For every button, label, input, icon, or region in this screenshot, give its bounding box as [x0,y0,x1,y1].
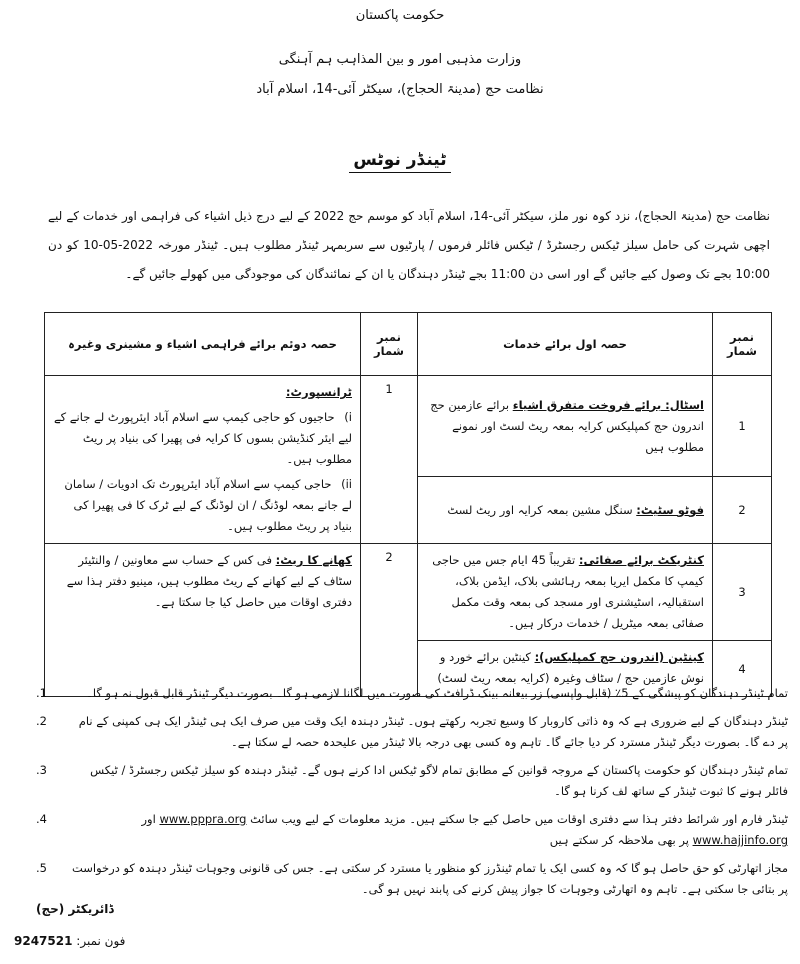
signature-title: ڈائریکٹر (حج) [36,902,114,916]
part2-text: فی کس کے حساب سے معاونین / والنٹیئر سٹاف کے لیے کھانے کے ریٹ مطلوب ہیں، مینیو دفتر ہذا سے دفتری اوقات میں حاصل کیا جا سکتا ہے۔ [66,553,352,609]
phone-label: فون نمبر: [76,934,126,948]
note-text: تمام ٹینڈر دہندگان کو حکومت پاکستان کے مروجہ قوانین کے مطابق تمام لاگو ٹیکس ادا کرنے ہوں گے۔ ٹینڈر دہندہ کو سیلز ٹیکس رجسٹرڈ / ٹیکس فائلر ہونے کا ثبوت ٹینڈر کے ساتھ لف کرنا ہو گا۔ [90,763,788,798]
row-sno: 4 [713,641,772,697]
hajjinfo-link[interactable]: www.hajjinfo.org [692,833,788,847]
service-text: برائے عازمین حج اندرون حج کمپلیکس کرایہ بمعہ ریٹ لسٹ اور نمونے مطلوب ہیں [430,397,704,454]
service-cell [418,376,713,477]
service-text: کینٹین برائے خورد و نوش عازمین حج / سٹاف وغیرہ (کرایہ بمعہ ریٹ لسٹ) [437,650,704,685]
part2-sno: 1 [361,376,418,544]
list-item [36,858,788,900]
note-text: ٹینڈر دہندگان کے لیے ضروری ہے کہ وہ ذاتی کاروبار کا وسیع تجربہ رکھتے ہوں۔ ٹینڈر دہندہ ایک وقت میں صرف ایک ہی ٹینڈر ایک ہی کمپنی کے نام پر دے گا۔ بصورت دیگر ٹینڈر مسترد کر دیا جائے گا۔ تاہم وہ کسی بھی درجہ بالا ٹینڈر میں علیحدہ حصہ لے سکتا ہے۔ [78,714,788,749]
part2-cell [45,376,361,544]
list-item [36,809,788,851]
subitem-number: ii) [341,477,352,491]
header-sno: نمبر شمار [713,313,772,376]
service-text: تقریباً 45 ایام جس میں حاجی کیمپ کا مکمل ایریا بمعہ رہائشی بلاک، ایڈمن بلاک، استقبالیہ، اسٹیشنری اور مسجد کی بمعہ وقت مکمل صفائی بمعہ میٹریل / خدمات درکار ہیں۔ [432,553,704,630]
list-item [36,760,788,802]
phone-number: 9247521 [14,934,73,948]
note-text-before: ٹینڈر فارم اور شرائط دفتر ہذا سے دفتری اوقات میں حاصل کیے جا سکتے ہیں۔ مزید معلومات کے لیے ویب سائٹ [250,812,788,826]
part2-subitem [53,407,352,470]
service-label: کینٹین (اندرون حج کمپلیکس): [534,650,704,664]
header-government: حکومت پاکستان [355,8,445,23]
service-cell [418,477,713,544]
part2-sno: 2 [361,544,418,697]
subitem-number: i) [344,410,352,424]
subitem-text: حاجی کیمپ سے اسلام آباد ایئرپورٹ تک ادویات / سامان لے جانے بمعہ لوڈنگ / ان لوڈنگ کے لیے ٹرک کا فی پھیرا کی بنیاد پر ریٹ مطلوب ہیں۔ [64,477,352,533]
list-item [36,711,788,753]
note-text-after: پر بھی ملاحظہ کر سکتے ہیں [549,833,689,847]
header-part2: حصہ دوئم برائے فراہمی اشیاء و مشینری وغیرہ [45,313,361,376]
row-sno: 3 [713,544,772,641]
table-row [45,544,772,641]
note-text [70,809,788,851]
pppra-link[interactable]: www.pppra.org [159,812,247,826]
service-label: فوٹو سٹیٹ: [636,502,704,517]
phone-line [14,934,125,948]
service-text: سنگل مشین بمعہ کرایہ اور ریٹ لسٹ [447,502,633,517]
note-number: .5 [36,861,47,875]
list-item [36,683,788,704]
note-number: .2 [36,714,47,728]
terms-list [36,683,788,907]
part2-subitem [53,474,352,537]
link-connector: اور [141,812,156,826]
note-number: .4 [36,812,47,826]
note-number: .3 [36,763,47,777]
table-row [45,376,772,477]
subitem-text: حاجیوں کو حاجی کیمپ سے اسلام آباد ایئرپورٹ لے جانے کے لیے ایئر کنڈیشن بسوں کا کرایہ فی پھیرا کی بنیاد پر ریٹ مطلوب ہیں۔ [53,410,352,466]
row-sno: 1 [713,376,772,477]
service-label: اسٹال: برائے فروخت متفرق اشیاء [512,397,704,412]
header-ministry: وزارت مذہبی امور و بین المذاہب ہم آہنگی [278,52,522,67]
note-text: تمام ٹینڈر دہندگان کو پیشگی کے 5٪ (قابل واپسی) زر بیعانہ بینک ڈرافٹ کی صورت میں لگانا لازمی ہو گا۔ بصورت دیگر ٹینڈر قابل قبول نہ ہو گا۔ [86,686,788,700]
service-label: کنٹریکٹ برائے صفائی: [578,553,704,567]
table-header-row [45,313,772,376]
intro-paragraph: نظامت حج (مدینۃ الحجاج)، نزد کوہ نور ملز، سیکٹر آئی-14، اسلام آباد کو موسم حج 2022 کے لیے درج ذیل اشیاء کی فراہمی اور خدمات کے لیے اچھی شہرت کی حامل سیلز ٹیکس رجسٹرڈ / ٹیکس فائلر فرموں / پارٹیوں سے سربمہر ٹینڈر مطلوب ہیں۔ ٹینڈر مورخہ 2022-05-10 کو دن 10:00 بجے تک وصول کیے جائیں گے اور اسی دن 11:00 بجے ٹینڈر دہندگان یا ان کے نمائندگان کی موجودگی میں کھولے جائیں گے۔ [48,209,771,281]
header-part1: حصہ اول برائے خدمات [418,313,713,376]
part2-label: ٹرانسپورٹ: [285,385,352,399]
page-title: ٹینڈر نوٹس [0,150,800,170]
note-number: .1 [36,686,47,700]
service-cell [418,544,713,641]
part2-cell [45,544,361,697]
part2-label: کھانے کا ریٹ: [275,553,352,567]
note-text: مجاز اتھارٹی کو حق حاصل ہو گا کہ وہ کسی ایک یا تمام ٹینڈرز کو منظور یا مسترد کر سکتی ہے۔ جس کی قانونی وجوہات ٹینڈر دہندہ کو درخواست پر بتائی جا سکتی ہے۔ تاہم وہ اتھارٹی وجوہات کا جواز پیش کرنے کی پابند نہیں ہو گی۔ [71,861,788,896]
tender-table [44,312,772,697]
row-sno: 2 [713,477,772,544]
header-directorate: نظامت حج (مدینۃ الحجاج)، سیکٹر آئی-14، اسلام آباد [256,82,544,97]
header-sno2: نمبر شمار [361,313,418,376]
